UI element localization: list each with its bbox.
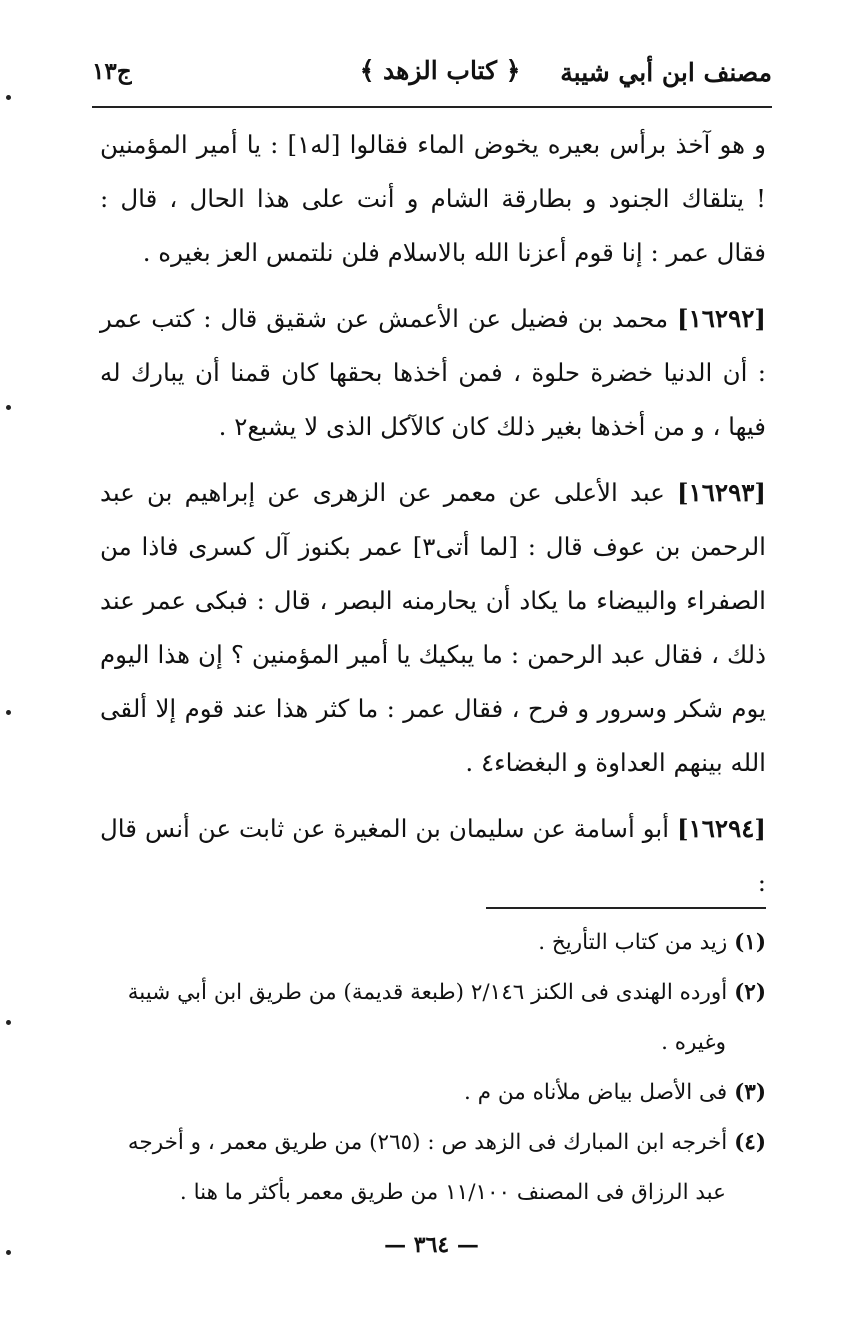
footnote [100,918,766,968]
footnote-continuation [100,1018,766,1068]
paragraph-text: و هو آخذ برأس بعيره يخوض الماء فقالوا [له١] : يا أمير المؤمنين ! يتلقاك الجنود و بطارقة الشام و أنت على هذا الحال ، قال : فقال عمر : إنا قوم أعزنا الله بالاسلام فلن نلتمس العز بغيره . [100,130,766,267]
scan-speck [6,405,11,410]
volume-label: ج١٣ [92,58,132,85]
header-divider [92,106,772,108]
paragraph-continuation [100,118,766,280]
footnote-text: فى الأصل بياض ملأناه من م . [464,1080,728,1105]
footnote-text: أورده الهندى فى الكنز ٢/١٤٦ (طبعة قديمة) من طريق ابن أبي شيبة [127,980,728,1005]
main-text [100,118,766,922]
paragraph-text: محمد بن فضيل عن الأعمش عن شقيق قال : كتب عمر : أن الدنيا خضرة حلوة ، فمن أخذها بحقها كان قمنا أن يبارك له فيها ، و من أخذها بغير ذلك كان كالآكل الذى لا يشبع٢ . [100,304,766,441]
running-header [92,50,772,102]
hadith-paragraph [100,802,766,910]
footnote-text: زيد من كتاب التأريخ . [538,930,728,955]
footnote [100,968,766,1018]
footnote-divider [486,907,766,909]
page-number: — ٣٦٤ — [384,1232,479,1258]
footnote-text: أخرجه ابن المبارك فى الزهد ص : (٢٦٥) من طريق معمر ، و أخرجه [127,1130,728,1155]
scan-speck [6,710,11,715]
hadith-paragraph [100,466,766,790]
hadith-paragraph [100,292,766,454]
footnote-text: عبد الرزاق فى المصنف ١١/١٠٠ من طريق معمر بأكثر ما هنا . [179,1180,726,1205]
paragraph-text: عبد الأعلى عن معمر عن الزهرى عن إبراهيم بن عبد الرحمن بن عوف قال : [لما أتى٣] عمر بكنوز آل كسرى فاذا من الصفراء والبيضاء ما يكاد أن يحارمنه البصر ، قال : فبكى عمر عند ذلك ، فقال عبد الرحمن : ما يبكيك يا أمير المؤمنين ؟ إن هذا اليوم يوم شكر وسرور و فرح ، فقال عمر : ما كثر هذا عند قوم إلا ألقى الله بينهم العداوة و البغضاء٤ . [100,478,766,777]
footnote-text: وغيره . [661,1030,726,1055]
hadith-number: [١٦٢٩٤] [677,814,766,843]
footnote-number: (٣) [734,1080,766,1105]
book-title: مصنف ابن أبي شيبة [560,58,772,87]
scan-speck [6,1020,11,1025]
hadith-number: [١٦٢٩٣] [677,478,766,507]
footnote [100,1118,766,1168]
footnote-continuation [100,1168,766,1218]
footnotes [100,918,766,1218]
paragraph-text: أبو أسامة عن سليمان بن المغيرة عن ثابت عن أنس قال : [100,814,766,897]
footnote-number: (١) [734,930,766,955]
scan-speck [6,95,11,100]
footnote-number: (٤) [734,1130,766,1155]
scan-speck [6,1250,11,1255]
section-title: ﴿ كتاب الزهد ﴾ [359,56,521,85]
hadith-number: [١٦٢٩٢] [677,304,766,333]
footnote-number: (٢) [734,980,766,1005]
footnote [100,1068,766,1118]
